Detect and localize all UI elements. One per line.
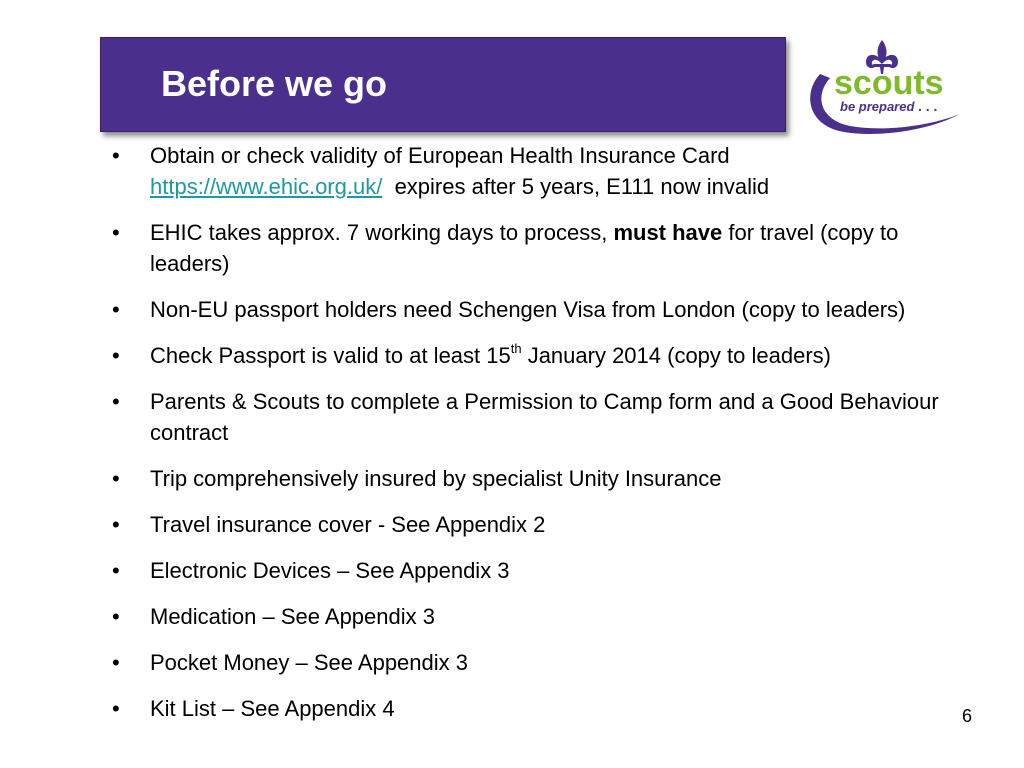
bullet-glyph: • — [112, 343, 120, 368]
bullet-text: Trip comprehensively insured by specialist Unity Insurance — [150, 466, 722, 491]
list-item — [106, 340, 966, 371]
bullet-text: EHIC takes approx. 7 working days to process, — [150, 220, 614, 245]
list-item — [106, 463, 966, 494]
bullet-glyph: • — [112, 466, 120, 491]
bullet-text: Non-EU passport holders need Schengen Visa from London (copy to leaders) — [150, 297, 906, 322]
bullet-glyph: • — [112, 389, 120, 414]
logo-tagline: be prepared — [840, 99, 915, 114]
logo-dots: . . . — [918, 98, 938, 114]
bullet-text: Parents & Scouts to complete a Permission to Camp form and a Good Behaviour contract — [150, 389, 939, 445]
bullet-text: Pocket Money – See Appendix 3 — [150, 650, 468, 675]
list-item — [106, 647, 966, 678]
slide-title: Before we go — [161, 63, 388, 104]
bullet-text: January 2014 (copy to leaders) — [521, 343, 831, 368]
list-item — [106, 601, 966, 632]
bullet-glyph: • — [112, 143, 120, 168]
list-item — [106, 140, 966, 202]
bullet-glyph: • — [112, 696, 120, 721]
bullet-text: Kit List – See Appendix 4 — [150, 696, 395, 721]
bullet-glyph: • — [112, 604, 120, 629]
bullet-text: Obtain or check validity of European Health Insurance Card — [150, 143, 730, 168]
bullet-text: Medication – See Appendix 3 — [150, 604, 435, 629]
bullet-emphasis: must have — [613, 220, 723, 245]
bullet-text: Travel insurance cover - See Appendix 2 — [150, 512, 546, 537]
bullet-text: Check Passport is valid to at least 15 — [150, 343, 511, 368]
list-item — [106, 509, 966, 540]
title-banner — [100, 37, 786, 132]
bullet-text: for travel (copy to leaders) — [150, 220, 899, 276]
logo-word: scouts — [834, 64, 944, 102]
scouts-logo — [800, 34, 972, 138]
ehic-link[interactable]: https://www.ehic.org.uk/ — [150, 174, 383, 199]
bullet-glyph: • — [112, 220, 120, 245]
list-item — [106, 693, 966, 724]
bullet-text: Electronic Devices – See Appendix 3 — [150, 558, 510, 583]
bullet-glyph: • — [112, 297, 120, 322]
ordinal-suffix: th — [510, 340, 522, 356]
bullet-glyph: • — [112, 512, 120, 537]
list-item — [106, 294, 966, 325]
bullet-glyph: • — [112, 558, 120, 583]
list-item — [106, 217, 966, 279]
bullet-list — [106, 140, 966, 739]
bullet-text: expires after 5 years, E111 now invalid — [394, 174, 770, 199]
bullet-glyph: • — [112, 650, 120, 675]
list-item — [106, 386, 966, 448]
list-item — [106, 555, 966, 586]
page-number: 6 — [961, 706, 972, 726]
